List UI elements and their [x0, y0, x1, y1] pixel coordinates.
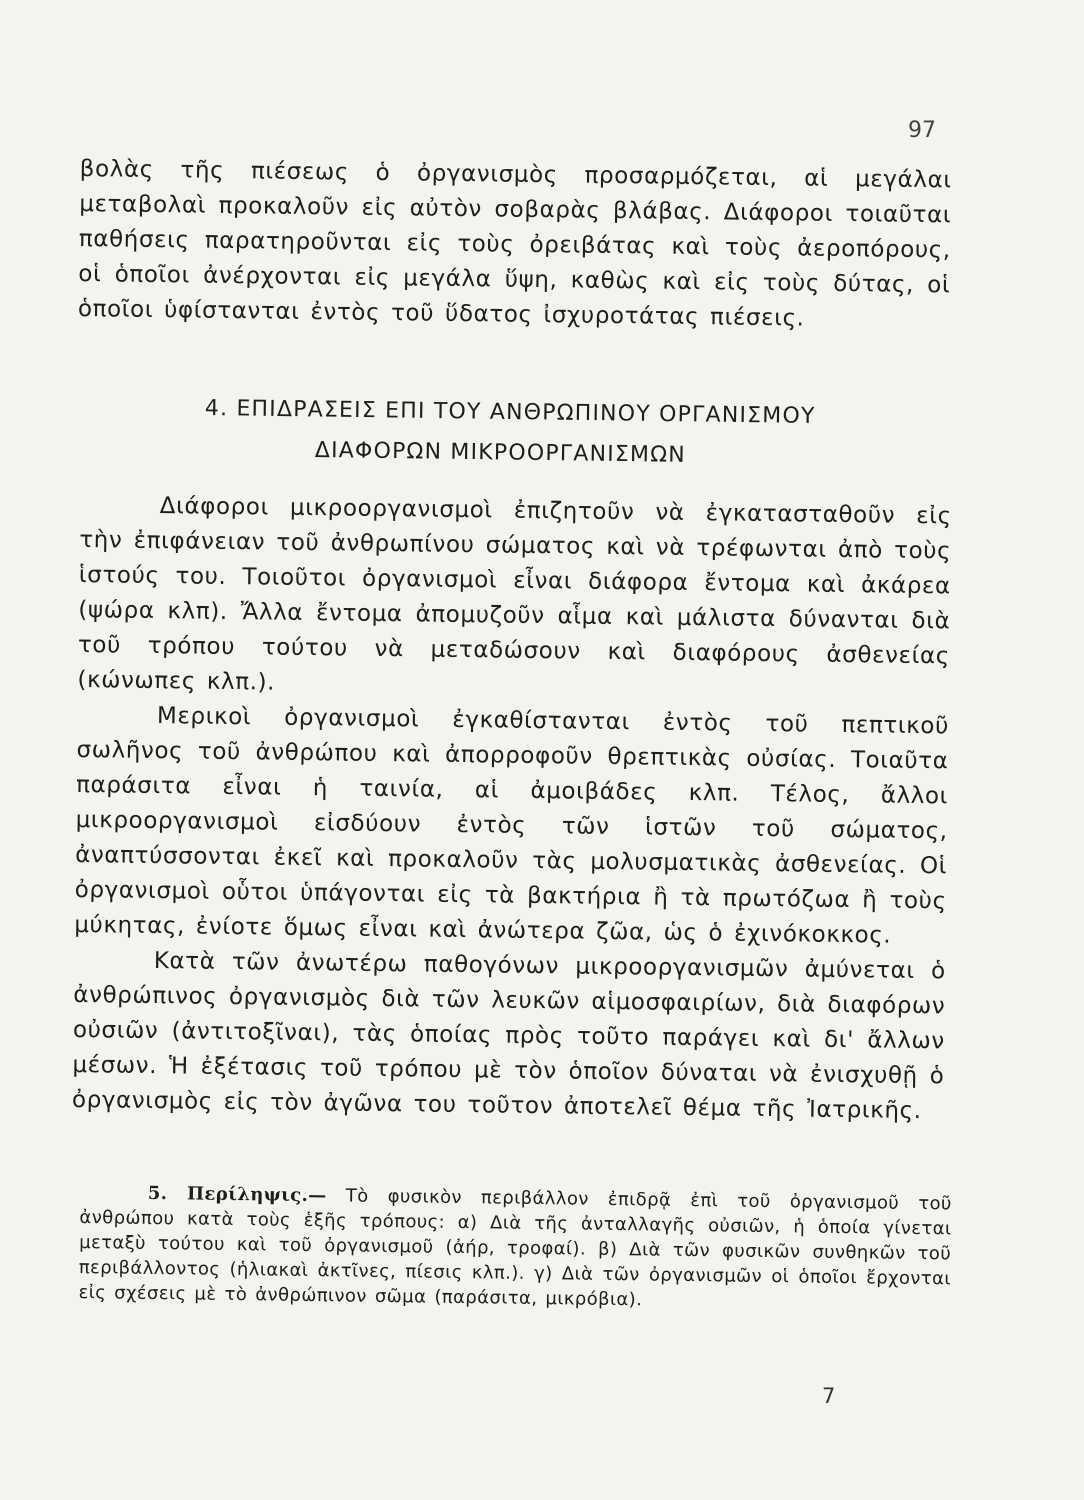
summary-paragraph — [78, 1180, 952, 1316]
body-paragraph: Μερικοὶ ὀργανισμοὶ ἐγκαθίστανται ἐντὸς τοῦ πεπτικοῦ σωλῆνος τοῦ ἀνθρώπου καὶ ἀπορροφοῦν θρεπτικὰς οὐσίας. Τοιαῦτα παράσιτα εἶναι ἡ ταινία, αἱ ἀμοιβάδες κλπ. Τέλος, ἄλλοι μικροοργανισμοὶ εἰσδύουν ἐντὸς τῶν ἱστῶν τοῦ σώματος, ἀναπτύσσονται ἐκεῖ καὶ προκαλοῦν τὰς μολυσματικὰς ἀσθενείας. Οἱ ὀργανισμοὶ οὗτοι ὑπάγονται εἰς τὰ βακτήρια ἢ τὰ πρωτόζωα ἢ τοὺς μύκητας, ἐνίοτε ὅμως εἶναι καὶ ἀνώτερα ζῶα, ὡς ὁ ἐχινόκοκκος. — [74, 703, 950, 949]
summary-label: 5. Περίληψις.— — [147, 1182, 327, 1207]
intro-paragraph: βολὰς τῆς πιέσεως ὁ ὀργανισμὸς προσαρμόζεται, αἱ μεγάλαι μεταβολαὶ προκαλοῦν εἰς αὐτὸν σοβαρὰς βλάβας. Διάφοροι τοιαῦται παθήσεις παρατηροῦνται εἰς τοὺς ὀρειβάτας καὶ τοὺς ἀεροπόρους, οἱ ὁποῖοι ἀνέρχονται εἰς μεγάλα ὕψη, καθὼς καὶ εἰς τοὺς δύτας, οἱ ὁποῖοι ὑφίστανται ἐντὸς τοῦ ὕδατος ἰσχυροτάτας πιέσεις. — [77, 155, 952, 332]
section-body — [72, 488, 952, 1129]
signature-mark: 7 — [822, 1384, 836, 1408]
summary-block — [78, 1180, 952, 1316]
section-heading-line-1: 4. ΕΠΙΔΡΑΣΕΙΣ ΕΠΙ ΤΟΥ ΑΝΘΡΩΠΙΝΟΥ ΟΡΓΑΝΙΣΜΟΥ — [204, 396, 816, 429]
section-heading-line-2: ΔΙΑΦΟΡΩΝ ΜΙΚΡΟΟΡΓΑΝΙΣΜΩΝ — [314, 438, 686, 468]
intro-paragraph-block — [78, 152, 952, 338]
summary-text: Τὸ φυσικὸν περιβάλλον ἐπιδρᾷ ἐπὶ τοῦ ὀργανισμοῦ τοῦ ἀνθρώπου κατὰ τοὺς ἑξῆς τρόπους: α) Διὰ τῆς ἀνταλλαγῆς οὐσιῶν, ἡ ὁποία γίνεται μεταξὺ τούτου καὶ τοῦ ὀργανισμοῦ (ἀήρ, τροφαί). β) Διὰ τῶν φυσικῶν συνθηκῶν τοῦ περιβάλλοντος (ἡλιακαὶ ἀκτῖνες, πίεσις κλπ.). γ) Διὰ τῶν ὀργανισμῶν οἱ ὁποῖοι ἔρχονται εἰς σχέσεις μὲ τὸ ἀνθρώπινον σῶμα (παράσιτα, μικρόβια). — [78, 1185, 952, 1311]
page-number: 97 — [908, 118, 936, 143]
body-paragraph: Διάφοροι μικροοργανισμοὶ ἐπιζητοῦν νὰ ἐγκατασταθοῦν εἰς τὴν ἐπιφάνειαν τοῦ ἀνθρωπίνου σώματος καὶ νὰ τρέφωνται ἀπὸ τοὺς ἱστούς του. Τοιοῦτοι ὀργανισμοὶ εἶναι διάφορα ἔντομα καὶ ἀκάρεα (ψώρα κλπ). Ἄλλα ἔντομα ἀπομυζοῦν αἷμα καὶ μάλιστα δύνανται διὰ τοῦ τρόπου τούτου νὰ μεταδώσουν καὶ διαφόρους ἀσθενείας (κώνωπες κλπ.). — [77, 493, 952, 696]
body-paragraph: Κατὰ τῶν ἀνωτέρω παθογόνων μικροοργανισμῶν ἀμύνεται ὁ ἀνθρώπινος ὀργανισμὸς διὰ τῶν λευκῶν αἱμοσφαιρίων, διὰ διαφόρων οὐσιῶν (ἀντιτοξῖναι), τὰς ὁποίας πρὸς τοῦτο παράγει καὶ δι' ἄλλων μέσων. Ἡ ἐξέτασις τοῦ τρόπου μὲ τὸν ὁποῖον δύναται νὰ ἐνισχυθῇ ὁ ὀργανισμὸς εἰς τὸν ἀγῶνα του τοῦτον ἀποτελεῖ θέμα τῆς Ἰατρικῆς. — [71, 948, 946, 1125]
